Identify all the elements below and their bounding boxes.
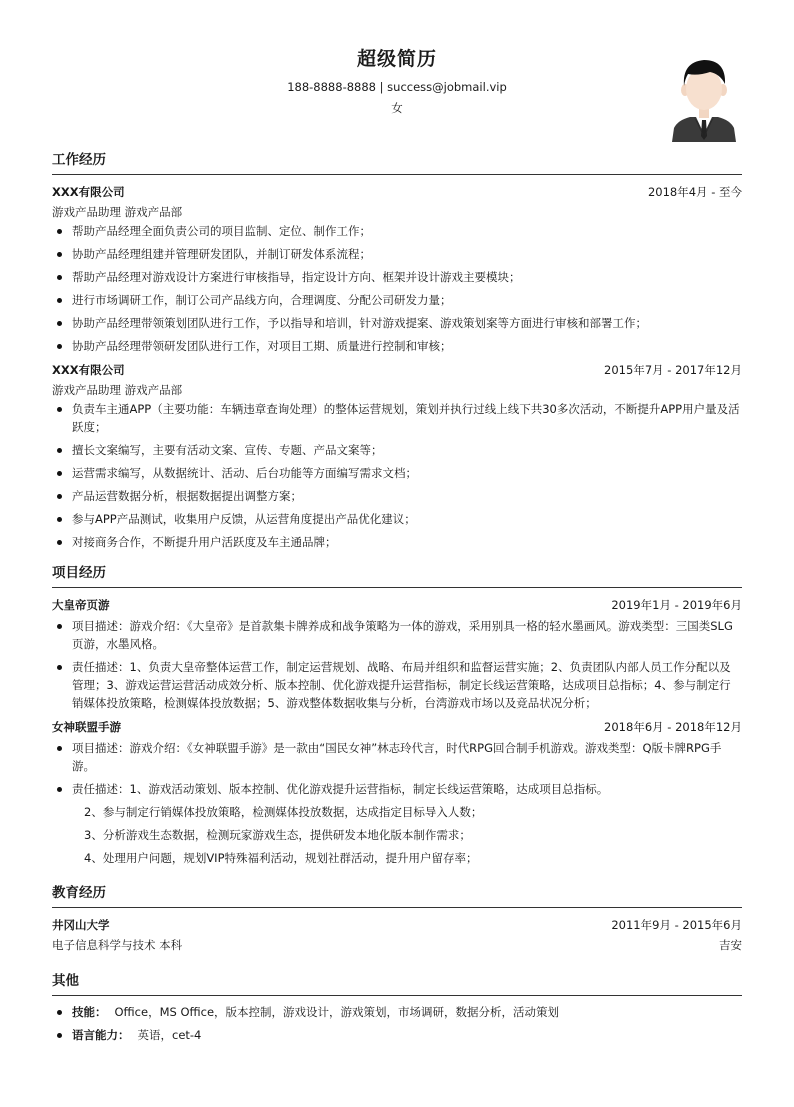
project-bullet-list: [52, 739, 742, 798]
list-item: 负责车主通APP（主要功能：车辆违章查询处理）的整体运营规划，策划并执行过线上线下共30多次活动，不断提升APP用户量及活跃度；: [52, 400, 742, 436]
list-item: 参与APP产品测试，收集用户反馈，从运营角度提出产品优化建议；: [52, 510, 742, 528]
work-date: 2018年4月 - 至今: [647, 185, 742, 199]
list-item: 协助产品经理带领策划团队进行工作，予以指导和培训，针对游戏提案、游戏策划案等方面进行审核和部署工作；: [52, 314, 742, 332]
education-section: [52, 881, 742, 955]
resume-page: [52, 0, 742, 1049]
responsibility-continuation: 3、分析游戏生态数据，检测玩家游戏生态，提供研发本地化版本制作需求；: [84, 828, 471, 842]
project-entry: [52, 595, 742, 712]
language-item: [52, 1026, 742, 1044]
education-section-title: 教育经历: [52, 881, 742, 908]
job-role: 游戏产品助理 游戏产品部: [52, 383, 183, 397]
other-list: [52, 1003, 742, 1044]
list-item: 责任描述：1、负责大皇帝整体运营工作，制定运营规划、战略、布局并组织和监督运营实施；2、负责团队内部人员工作分配以及管理；3、游戏运营运营活动成效分析、版本控制、优化游戏提升运营指标，制定长线运营策略，达成项目总指标；4、参与制定行销媒体投放策略，检测媒体投放数据；5、游戏整体数据收集与分析，台湾游戏市场以及竞品状况分析；: [52, 658, 742, 712]
list-item: 帮助产品经理对游戏设计方案进行审核指导，指定设计方向、框架并设计游戏主要模块；: [52, 268, 742, 286]
job-role: 游戏产品助理 游戏产品部: [52, 205, 183, 219]
list-item: 对接商务合作，不断提升用户活跃度及车主通品牌；: [52, 533, 742, 551]
school-location: 吉安: [719, 938, 742, 952]
work-bullet-list: [52, 222, 742, 355]
resume-name: 超级简历: [356, 48, 437, 70]
list-item: 帮助产品经理全面负责公司的项目监制、定位、制作工作；: [52, 222, 742, 240]
education-date: 2011年9月 - 2015年6月: [611, 918, 742, 932]
list-item: 协助产品经理组建并管理研发团队，并制订研发体系流程；: [52, 245, 742, 263]
project-date: 2019年1月 - 2019年6月: [611, 598, 742, 612]
gender: 女: [391, 101, 403, 115]
company-name: XXX有限公司: [52, 363, 125, 377]
project-name: 女神联盟手游: [52, 720, 121, 734]
resume-header: [52, 0, 742, 148]
skills-label: 技能：: [72, 1005, 107, 1019]
contact-info: 188-8888-8888 | success@jobmail.vip: [287, 80, 507, 94]
work-date: 2015年7月 - 2017年12月: [604, 363, 742, 377]
language-value: 英语，cet-4: [137, 1028, 202, 1042]
project-entry: [52, 717, 742, 867]
skills-value: Office，MS Office，版本控制，游戏设计，游戏策划，市场调研，数据分析，活动策划: [114, 1005, 560, 1019]
other-section-title: 其他: [52, 969, 742, 996]
project-bullet-list: [52, 617, 742, 712]
major: 电子信息科学与技术 本科: [52, 938, 183, 952]
list-item: 项目描述：游戏介绍：《大皇帝》是首款集卡牌养成和战争策略为一体的游戏，采用别具一格的轻水墨画风。游戏类型：三国类SLG页游，水墨风格。: [52, 617, 742, 653]
work-entry: [52, 182, 742, 355]
project-name: 大皇帝页游: [52, 598, 110, 612]
list-item: 责任描述：1、游戏活动策划、版本控制、优化游戏提升运营指标，制定长线运营策略，达成项目总指标。: [52, 780, 742, 798]
project-date: 2018年6月 - 2018年12月: [604, 720, 742, 734]
work-section: [52, 148, 742, 551]
skills-item: [52, 1003, 742, 1021]
language-label: 语言能力：: [72, 1028, 130, 1042]
work-entry: [52, 360, 742, 551]
list-item: 项目描述：游戏介绍：《女神联盟手游》是一款由“国民女神”林志玲代言，时代RPG回合制手机游戏。游戏类型：Q版卡牌RPG手游。: [52, 739, 742, 775]
responsibility-continuation: 4、处理用户问题，规划VIP特殊福利活动，规划社群活动，提升用户留存率；: [84, 851, 478, 865]
other-section: [52, 969, 742, 1044]
list-item: 协助产品经理带领研发团队进行工作，对项目工期、质量进行控制和审核；: [52, 337, 742, 355]
company-name: XXX有限公司: [52, 185, 125, 199]
list-item: 擅长文案编写，主要有活动文案、宣传、专题、产品文案等；: [52, 441, 742, 459]
responsibility-continuation: 2、参与制定行销媒体投放策略，检测媒体投放数据，达成指定目标导入人数；: [84, 805, 483, 819]
project-section: [52, 561, 742, 867]
school-name: 井冈山大学: [52, 918, 110, 932]
avatar: [668, 54, 740, 142]
list-item: 进行市场调研工作，制订公司产品线方向，合理调度、分配公司研发力量；: [52, 291, 742, 309]
project-section-title: 项目经历: [52, 561, 742, 588]
list-item: 产品运营数据分析，根据数据提出调整方案；: [52, 487, 742, 505]
work-section-title: 工作经历: [52, 148, 742, 175]
list-item: 运营需求编写，从数据统计、活动、后台功能等方面编写需求文档；: [52, 464, 742, 482]
work-bullet-list: [52, 400, 742, 551]
